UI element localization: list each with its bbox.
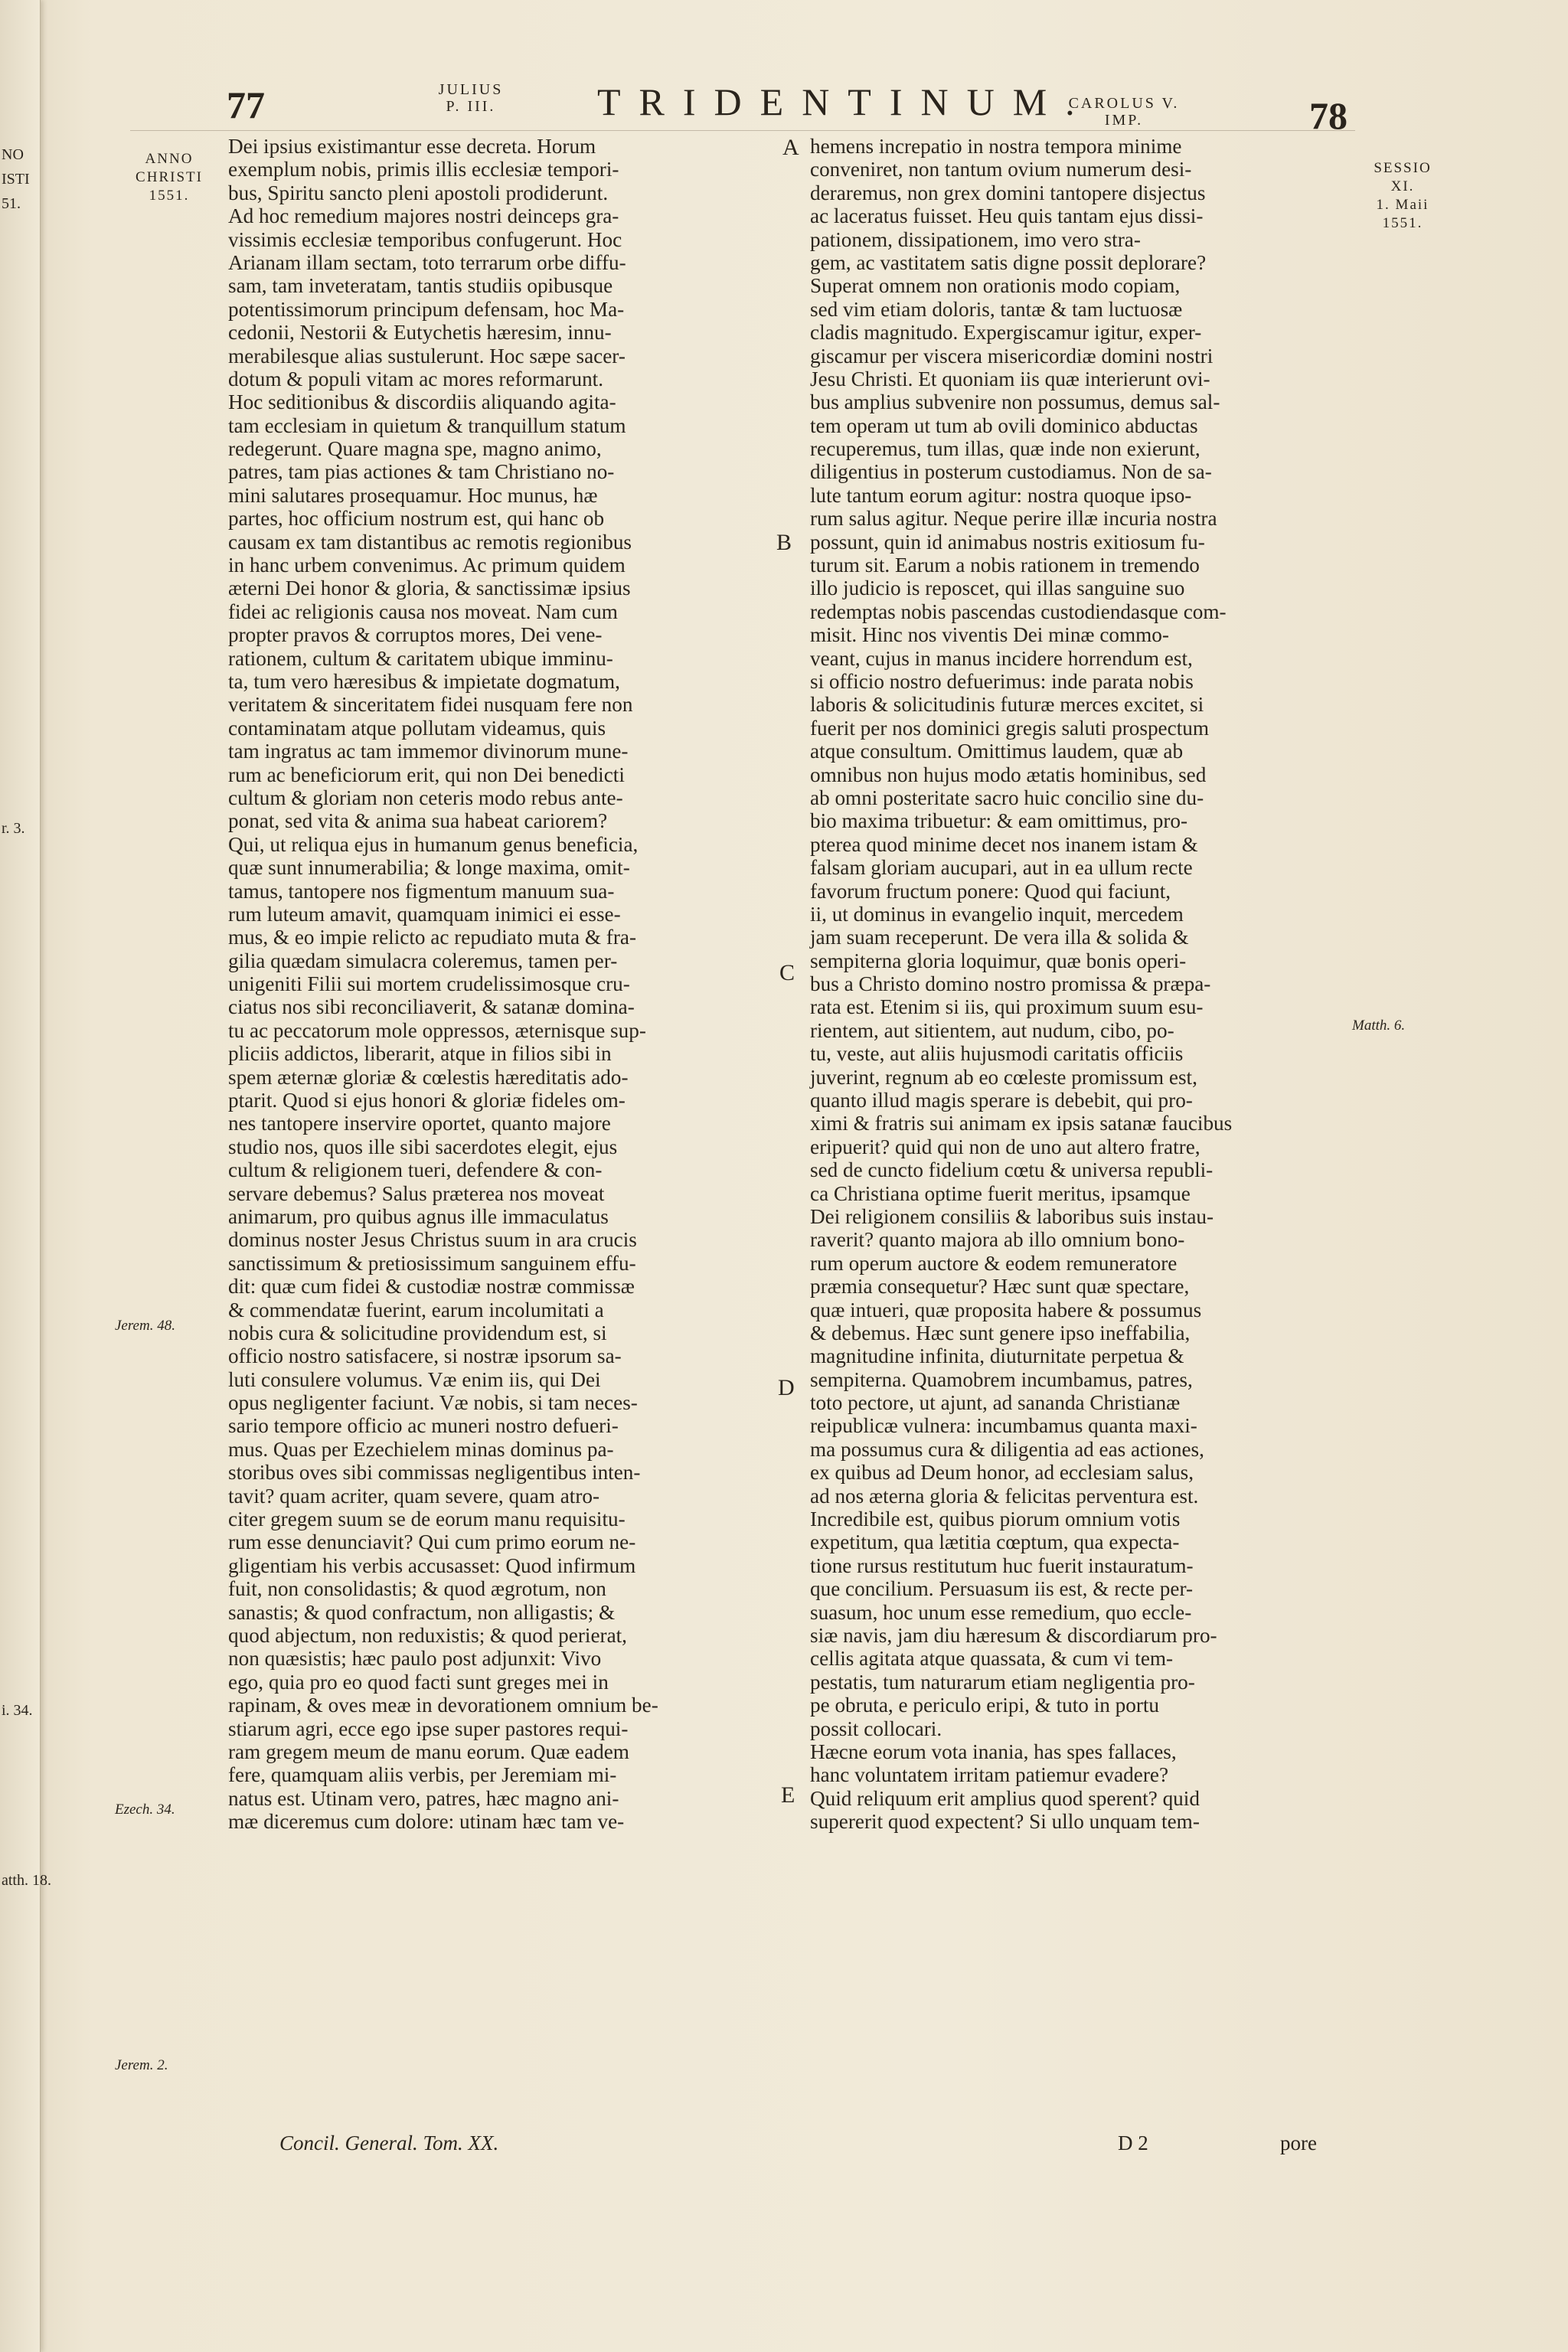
text-line: misit. Hinc nos viventis Dei minæ commo- <box>810 623 1169 647</box>
text-line: laboris & solicitudinis futuræ merces excitet, si <box>810 693 1204 717</box>
year-margin-note <box>124 150 214 205</box>
text-line: bus a Christo domino nostro promissa & præpa- <box>810 972 1211 996</box>
emperor-name: CAROLUS V. <box>1068 95 1180 112</box>
text-line: omnibus non hujus modo ætatis hominibus, sed <box>810 763 1207 786</box>
text-line: jam suam receperunt. De vera illa & solida & <box>810 926 1189 949</box>
text-line: quanto illud magis sperare is debebit, qui pro- <box>810 1089 1193 1112</box>
text-line: ciatus nos sibi reconciliaverit, & satanæ domina- <box>228 995 635 1019</box>
text-line: gilia quædam simulacra coleremus, tamen per- <box>228 949 618 972</box>
previous-page-edge <box>0 0 51 2352</box>
text-line: quæ intueri, quæ proposita habere & possumus <box>810 1298 1202 1321</box>
text-line: non quæsistis; hæc paulo post adjunxit: Vivo <box>228 1647 602 1671</box>
text-line: sed vim etiam doloris, tantæ & tam luctuosæ <box>810 297 1183 321</box>
section-letter: C <box>779 960 795 985</box>
text-line: Quid reliquum erit amplius quod sperent? quid <box>810 1786 1200 1810</box>
text-line: fidei ac religionis causa nos moveat. Nam cum <box>228 599 618 623</box>
text-line: tu ac peccatorum mole oppressos, æternisque sup- <box>228 1018 646 1042</box>
prev-margin-note: atth. 18. <box>2 1872 51 1889</box>
prev-margin-note: 51. <box>2 195 21 212</box>
text-line: si officio nostro defuerimus: inde parata nobis <box>810 669 1194 693</box>
right-text-column <box>810 135 1346 1834</box>
prev-margin-note: ISTI <box>2 171 30 188</box>
text-line: diligentius in posterum custodiamus. Non de sa- <box>810 460 1212 484</box>
text-line: cladis magnitudo. Expergiscamur igitur, exper- <box>810 321 1202 345</box>
text-line: ca Christiana optime fuerit meritus, ipsamque <box>810 1181 1191 1205</box>
text-line: hemens increpatio in nostra tempora minime <box>810 135 1182 158</box>
session-date: 1. Maii <box>1376 197 1429 213</box>
text-line: sanctissimum & pretiosissimum sanguinem effu- <box>228 1251 636 1275</box>
text-line: bio maxima tribuetur: & eam omittimus, pro- <box>810 809 1188 833</box>
text-line: tam ingratus ac tam immemor divinorum mune- <box>228 740 629 763</box>
pope-numeral: P. III. <box>446 98 496 115</box>
text-line: supererit quod expectent? Si ullo unquam tem- <box>810 1810 1200 1834</box>
text-line: dit: quæ cum fidei & custodiæ nostræ commissæ <box>228 1275 635 1298</box>
text-line: merabilesque alias sustulerunt. Hoc sæpe sacer- <box>228 344 626 368</box>
text-line: giscamur per viscera misericordiæ domini nostri <box>810 344 1214 368</box>
text-line: unigeniti Filii sui mortem crudelissimosque cru- <box>228 972 630 996</box>
text-line: que concilium. Persuasum iis est, & recte per- <box>810 1577 1194 1601</box>
text-line: ab omni posteritate sacro huic concilio sine du- <box>810 786 1204 809</box>
text-line: Dei religionem consiliis & laboribus suis instau- <box>810 1204 1214 1228</box>
text-line: præmia consequetur? Hæc sunt quæ spectare, <box>810 1275 1190 1298</box>
text-line: storibus oves sibi commissas negligentibus inten- <box>228 1461 641 1485</box>
catchword: pore <box>1280 2132 1317 2154</box>
text-line: officio nostro satisfacere, si nostræ ipsorum sa- <box>228 1344 622 1368</box>
text-line: mus. Quas per Ezechielem minas dominus pa- <box>228 1437 614 1461</box>
text-line: patres, tam pias actiones & tam Christiano no- <box>228 460 615 484</box>
session-number: XI. <box>1390 178 1415 194</box>
text-line: & commendatæ fuerint, earum incolumitati a <box>228 1298 604 1321</box>
text-line: æterni Dei honor & gloria, & sanctissimæ ipsius <box>228 577 631 600</box>
text-line: ta, tum vero hæresibus & impietate dogmatum, <box>228 669 620 693</box>
text-line: tam ecclesiam in quietum & tranquillum statum <box>228 413 626 437</box>
session-year: 1551. <box>1382 215 1423 231</box>
page-number-right: 78 <box>1309 94 1348 137</box>
text-line: sanastis; & quod confractum, non alligastis; & <box>228 1600 616 1624</box>
text-line: spem æternæ gloriæ & cœlestis hæreditatis ado- <box>228 1065 629 1089</box>
text-line: rata est. Etenim si iis, qui proximum suum esu- <box>810 995 1204 1019</box>
text-line: siæ navis, jam diu hæresum & discordiarum pro- <box>810 1624 1217 1647</box>
text-line: stiarum agri, ecce ego ipse super pastores requi- <box>228 1717 629 1740</box>
running-title: TRIDENTINUM. <box>597 80 1093 123</box>
year-label: ANNO <box>145 151 194 167</box>
text-line: favorum fructum ponere: Quod qui faciunt, <box>810 879 1171 903</box>
text-line: suasum, hoc unum esse remedium, quo eccle- <box>810 1600 1192 1624</box>
section-letter: B <box>776 530 792 555</box>
text-line: veant, cujus in manus incidere horrendum est, <box>810 646 1193 670</box>
left-text-column <box>228 135 764 1834</box>
text-line: deraremus, non grex domini tantopere disjectus <box>810 181 1206 204</box>
emperor-title: IMP. <box>1104 112 1144 129</box>
page-number-left: 77 <box>227 83 265 126</box>
text-line: quæ sunt innumerabilia; & longe maxima, omit- <box>228 856 630 880</box>
text-line: pationem, dissipationem, imo vero stra- <box>810 227 1141 251</box>
text-line: illo judicio is reposcet, qui illas sanguine suo <box>810 577 1185 600</box>
text-line: redegerunt. Quare magna spe, magno animo, <box>228 437 602 461</box>
text-line: rationem, cultum & caritatem ubique imminu- <box>228 646 613 670</box>
text-line: atque consultum. Omittimus laudem, quæ ab <box>810 740 1184 763</box>
text-line: turum sit. Earum a nobis rationem in tremendo <box>810 554 1200 577</box>
text-line: rum ac beneficiorum erit, qui non Dei benedicti <box>228 763 625 786</box>
text-line: sam, tam inveteratam, tantis studiis opibusque <box>228 274 613 298</box>
text-line: Jesu Christi. Et quoniam iis quæ interierunt ovi- <box>810 367 1210 390</box>
text-line: juverint, regnum ab eo cœleste promissum est, <box>810 1065 1197 1089</box>
text-line: Qui, ut reliqua ejus in humanum genus beneficia, <box>228 832 639 856</box>
text-line: tamus, tantopere nos figmentum manuum sua- <box>228 879 615 903</box>
prev-margin-note: r. 3. <box>2 820 25 837</box>
text-line: ad nos æterna gloria & felicitas perventura est. <box>810 1484 1199 1508</box>
prev-margin-note: NO <box>2 146 24 163</box>
text-line: ma possumus cura & diligentia ad eas actiones, <box>810 1437 1204 1461</box>
text-line: bus amplius subvenire non possumus, demus sal- <box>810 390 1220 414</box>
volume-footer: Concil. General. Tom. XX. <box>279 2132 499 2154</box>
text-line: dotum & populi vitam ac mores reformarunt. <box>228 367 604 390</box>
text-line: fere, quamquam aliis verbis, per Jeremiam mi- <box>228 1763 617 1787</box>
text-line: tem operam ut tum ab ovili dominico abductas <box>810 413 1198 437</box>
text-line: citer gregem suum se de eorum manu requisitu- <box>228 1508 626 1531</box>
text-line: falsam gloriam aucupari, aut in ea ullum recte <box>810 856 1193 880</box>
text-line: gligentiam his verbis accusasset: Quod infirmum <box>228 1553 636 1577</box>
text-line: exemplum nobis, primis illis ecclesiæ tempori- <box>228 158 619 181</box>
text-line: magnitudine infinita, diuturnitate perpetua & <box>810 1344 1184 1368</box>
text-line: in hanc urbem convenimus. Ac primum quidem <box>228 554 626 577</box>
text-line: ex quibus ad Deum honor, ad ecclesiam salus, <box>810 1461 1194 1485</box>
text-line: bus, Spiritu sancto pleni apostoli prodiderunt. <box>228 181 609 204</box>
text-line: possunt, quin id animabus nostris exitiosum fu- <box>810 530 1205 554</box>
text-line: ii, ut dominus in evangelio inquit, mercedem <box>810 902 1184 926</box>
text-line: causam ex tam distantibus ac remotis regionibus <box>228 530 632 554</box>
text-line: potentissimorum principum defensam, hoc Ma- <box>228 297 625 321</box>
text-line: reipublicæ vulnera: incumbamus quanta maxi- <box>810 1414 1197 1438</box>
text-line: contaminatam atque pollutam videamus, quis <box>228 716 606 740</box>
text-line: partes, hoc officium nostrum est, qui hanc ob <box>228 507 605 531</box>
text-line: propter pravos & corruptos mores, Dei vene- <box>228 623 603 647</box>
pope-heading <box>425 81 517 115</box>
text-line: ac laceratus fuisset. Heu quis tantam ejus dissi- <box>810 204 1204 228</box>
text-line: toto pectore, ut ajunt, ad sananda Christianæ <box>810 1391 1181 1415</box>
text-line: opus negligenter faciunt. Væ nobis, si tam neces- <box>228 1391 638 1415</box>
text-line: sed de cuncto fidelium cœtu & universa republi- <box>810 1158 1214 1182</box>
scripture-reference: Ezech. 34. <box>115 1802 175 1818</box>
text-line: mus, & eo impie relicto ac repudiato muta & fra- <box>228 926 636 949</box>
text-line: Dei ipsius existimantur esse decreta. Horum <box>228 135 596 158</box>
text-line: ponat, sed vita & anima sua habeat cariorem? <box>228 809 608 833</box>
text-line: luti consulere volumus. Væ enim iis, qui Dei <box>228 1367 601 1391</box>
text-line: fuit, non consolidastis; & quod ægrotum, non <box>228 1577 606 1601</box>
text-line: cultum & gloriam non ceteris modo rebus ante- <box>228 786 623 809</box>
prev-margin-note: i. 34. <box>2 1702 33 1719</box>
text-line: pterea quod minime decet nos inanem istam & <box>810 832 1198 856</box>
section-letter: E <box>781 1782 795 1808</box>
text-line: recuperemus, tum illas, quæ inde non exierunt, <box>810 437 1200 461</box>
session-label: SESSIO <box>1374 160 1432 176</box>
text-line: expetitum, qua lætitia cœptum, qua expecta- <box>810 1530 1180 1554</box>
text-line: Superat omnem non orationis modo copiam, <box>810 274 1181 298</box>
text-line: mæ diceremus cum dolore: utinam hæc tam ve- <box>228 1810 625 1834</box>
text-line: fuerit per nos dominici gregis saluti prospectum <box>810 716 1209 740</box>
text-line: raverit? quanto majora ab illo omnium bono- <box>810 1228 1185 1252</box>
scripture-reference: Jerem. 48. <box>115 1318 175 1334</box>
text-line: animarum, pro quibus agnus ille immaculatus <box>228 1204 609 1228</box>
pope-name: JULIUS <box>438 81 504 98</box>
text-line: Ad hoc remedium majores nostri deinceps gra- <box>228 204 619 228</box>
text-line: vissimis ecclesiæ temporibus confugerunt. Hoc <box>228 227 622 251</box>
text-line: tavit? quam acriter, quam severe, quam atro- <box>228 1484 600 1508</box>
text-line: ego, quia pro eo quod facti sunt greges mei in <box>228 1670 609 1694</box>
text-line: pestatis, tum naturarum etiam negligentia pro- <box>810 1670 1195 1694</box>
text-line: nes tantopere inservire oportet, quanto majore <box>228 1112 611 1135</box>
text-line: tione rursus restitutum huc fuerit instauratum- <box>810 1553 1194 1577</box>
text-line: ptarit. Quod si ejus honori & gloriæ fideles om- <box>228 1089 626 1112</box>
text-line: mini salutares prosequamur. Hoc munus, hæ <box>228 483 598 507</box>
text-line: hanc voluntatem irritam patiemur evadere? <box>810 1763 1169 1787</box>
text-line: studio nos, quos ille sibi sacerdotes elegit, ejus <box>228 1135 618 1158</box>
session-margin-note <box>1349 159 1456 233</box>
text-line: nobis cura & solicitudine providendum est, si <box>228 1321 607 1344</box>
text-line: ximi & fratris sui animam ex ipsis satanæ faucibus <box>810 1112 1233 1135</box>
emperor-heading <box>1063 95 1185 129</box>
text-line: pliciis addictos, liberarit, atque in filios sibi in <box>228 1042 612 1066</box>
text-line: rientem, aut sitientem, aut nudum, cibo, po- <box>810 1018 1174 1042</box>
section-letter: A <box>782 135 799 160</box>
text-line: sempiterna. Quamobrem incumbamus, patres, <box>810 1367 1193 1391</box>
text-line: Arianam illam sectam, toto terrarum orbe diffu- <box>228 250 626 274</box>
text-line: cedonii, Nestorii & Eutychetis hæresim, innu- <box>228 321 612 345</box>
text-line: dominus noster Jesus Christus suum in ara crucis <box>228 1228 637 1252</box>
text-line: tu, veste, aut aliis hujusmodi caritatis officiis <box>810 1042 1184 1066</box>
text-line: veritatem & sinceritatem fidei nusquam fere non <box>228 693 633 717</box>
text-line: ram gregem meum de manu eorum. Quæ eadem <box>228 1740 629 1763</box>
text-line: gem, ac vastitatem satis digne possit deplorare? <box>810 250 1207 274</box>
text-line: Incredibile est, quibus piorum omnium votis <box>810 1508 1181 1531</box>
text-line: redemptas nobis pascendas custodiendasque com- <box>810 599 1227 623</box>
text-line: rapinam, & oves meæ in devorationem omnium be- <box>228 1694 658 1717</box>
text-line: lute tantum eorum agitur: nostra quoque ipso- <box>810 483 1192 507</box>
text-line: rum esse denunciavit? Qui cum primo eorum ne- <box>228 1530 636 1554</box>
text-line: cellis agitata atque quassata, & cum vi tem- <box>810 1647 1174 1671</box>
header-rule <box>130 130 1355 131</box>
year-number: 1551. <box>149 188 190 204</box>
text-line: rum luteum amavit, quamquam inimici ei esse- <box>228 902 621 926</box>
text-line: sempiterna gloria loquimur, quæ bonis operi- <box>810 949 1187 972</box>
text-line: quod abjectum, non reduxistis; & quod perierat, <box>228 1624 627 1647</box>
text-line: sario tempore officio ac muneri nostro defueri- <box>228 1414 619 1438</box>
text-line: rum salus agitur. Neque perire illæ incuria nostra <box>810 507 1217 531</box>
year-label: CHRISTI <box>136 169 203 185</box>
text-line: Hoc seditionibus & discordiis aliquando agita- <box>228 390 616 414</box>
text-line: & debemus. Hæc sunt genere ipso ineffabilia, <box>810 1321 1191 1344</box>
text-line: servare debemus? Salus præterea nos moveat <box>228 1181 605 1205</box>
section-letter: D <box>778 1375 795 1400</box>
scripture-reference: Matth. 6. <box>1352 1018 1406 1034</box>
scripture-reference: Jerem. 2. <box>115 2057 168 2073</box>
text-line: natus est. Utinam vero, patres, hæc magno ani- <box>228 1786 619 1810</box>
text-line: rum operum auctore & eodem remuneratore <box>810 1251 1178 1275</box>
text-line: pe obruta, e periculo eripi, & tuto in portu <box>810 1694 1160 1717</box>
text-line: eripuerit? quid qui non de uno aut altero fratre, <box>810 1135 1200 1158</box>
signature-mark: D 2 <box>1118 2132 1148 2154</box>
text-line: possit collocari. <box>810 1717 942 1740</box>
text-line: cultum & religionem tueri, defendere & con- <box>228 1158 603 1182</box>
text-line: conveniret, non tantum ovium numerum desi- <box>810 158 1192 181</box>
text-line: Hæcne eorum vota inania, has spes fallaces, <box>810 1740 1177 1763</box>
